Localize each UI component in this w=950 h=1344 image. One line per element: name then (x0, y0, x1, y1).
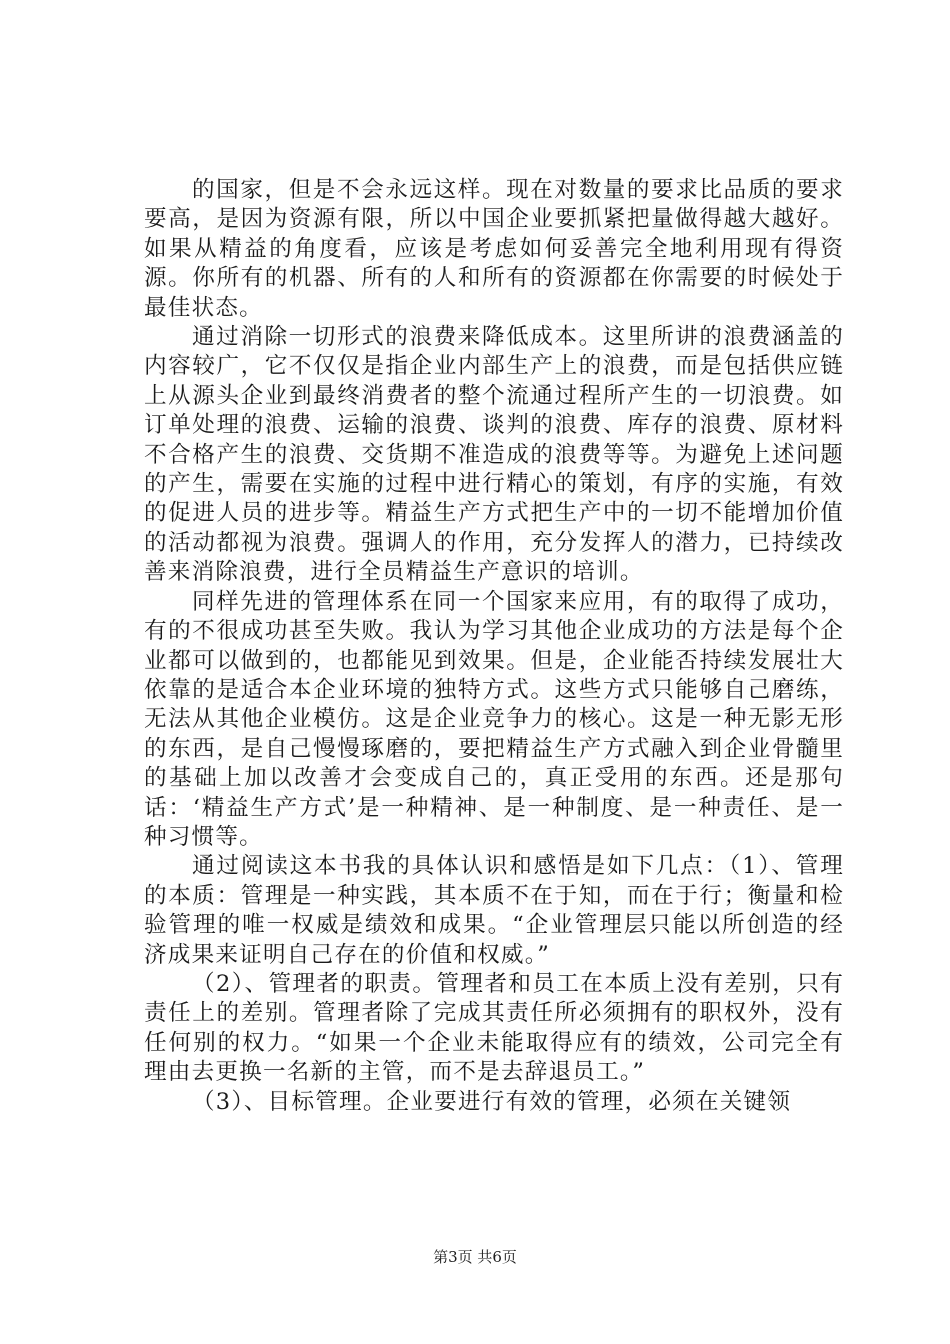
paragraph-3: 同样先进的管理体系在同一个国家来应用，有的取得了成功，有的不很成功甚至失败。我认为学习其他企业成功的方法是每个企业都可以做到的，也都能见到效果。但是，企业能否持续发展壮大依靠的是适合本企业环境的独特方式。这些方式只能够自己磨练，无法从其他企业模仿。这是企业竞争力的核心。这是一种无影无形的东西，是自己慢慢琢磨的，要把精益生产方式融入到企业骨髓里的基础上加以改善才会变成自己的，真正受用的东西。还是那句话：‘精益生产方式’是一种精神、是一种制度、是一种责任、是一种习惯等。 (144, 588, 844, 850)
page-footer: 第3页 共6页 (433, 1248, 517, 1266)
paragraph-6: （3）、目标管理。企业要进行有效的管理，必须在关键领 (192, 1088, 792, 1115)
paragraph-1: 的国家，但是不会永远这样。现在对数量的要求比品质的要求要高，是因为资源有限，所以中国企业要抓紧把量做得越大越好。如果从精益的角度看，应该是考虑如何妥善完全地利用现有得资源。你所有的机器、所有的人和所有的资源都在你需要的时候处于最佳状态。 (144, 177, 844, 321)
paragraph-4: 通过阅读这本书我的具体认识和感悟是如下几点：（1）、管理的本质：管理是一种实践，其本质不在于知，而在于行；衡量和检验管理的唯一权威是绩效和成果。“企业管理层只能以所创造的经济成果来证明自己存在的价值和权威。” (144, 853, 844, 968)
paragraph-5: （2）、管理者的职责。管理者和员工在本质上没有差别，只有责任上的差别。管理者除了完成其责任所必须拥有的职权外，没有任何别的权力。“如果一个企业未能取得应有的绩效，公司完全有理由去更换一名新的主管，而不是去辞退员工。” (144, 970, 844, 1086)
document-body (144, 176, 844, 1117)
paragraph-2: 通过消除一切形式的浪费来降低成本。这里所讲的浪费涵盖的内容较广，它不仅仅是指企业内部生产上的浪费，而是包括供应链上从源头企业到最终消费者的整个流通过程所产生的一切浪费。如订单处理的浪费、运输的浪费、谈判的浪费、库存的浪费、原材料不合格产生的浪费、交货期不准造成的浪费等等。为避免上述问题的产生，需要在实施的过程中进行精心的策划，有序的实施，有效的促进人员的进步等。精益生产方式把生产中的一切不能增加价值的活动都视为浪费。强调人的作用，充分发挥人的潜力，已持续改善来消除浪费，进行全员精益生产意识的培训。 (144, 324, 844, 586)
